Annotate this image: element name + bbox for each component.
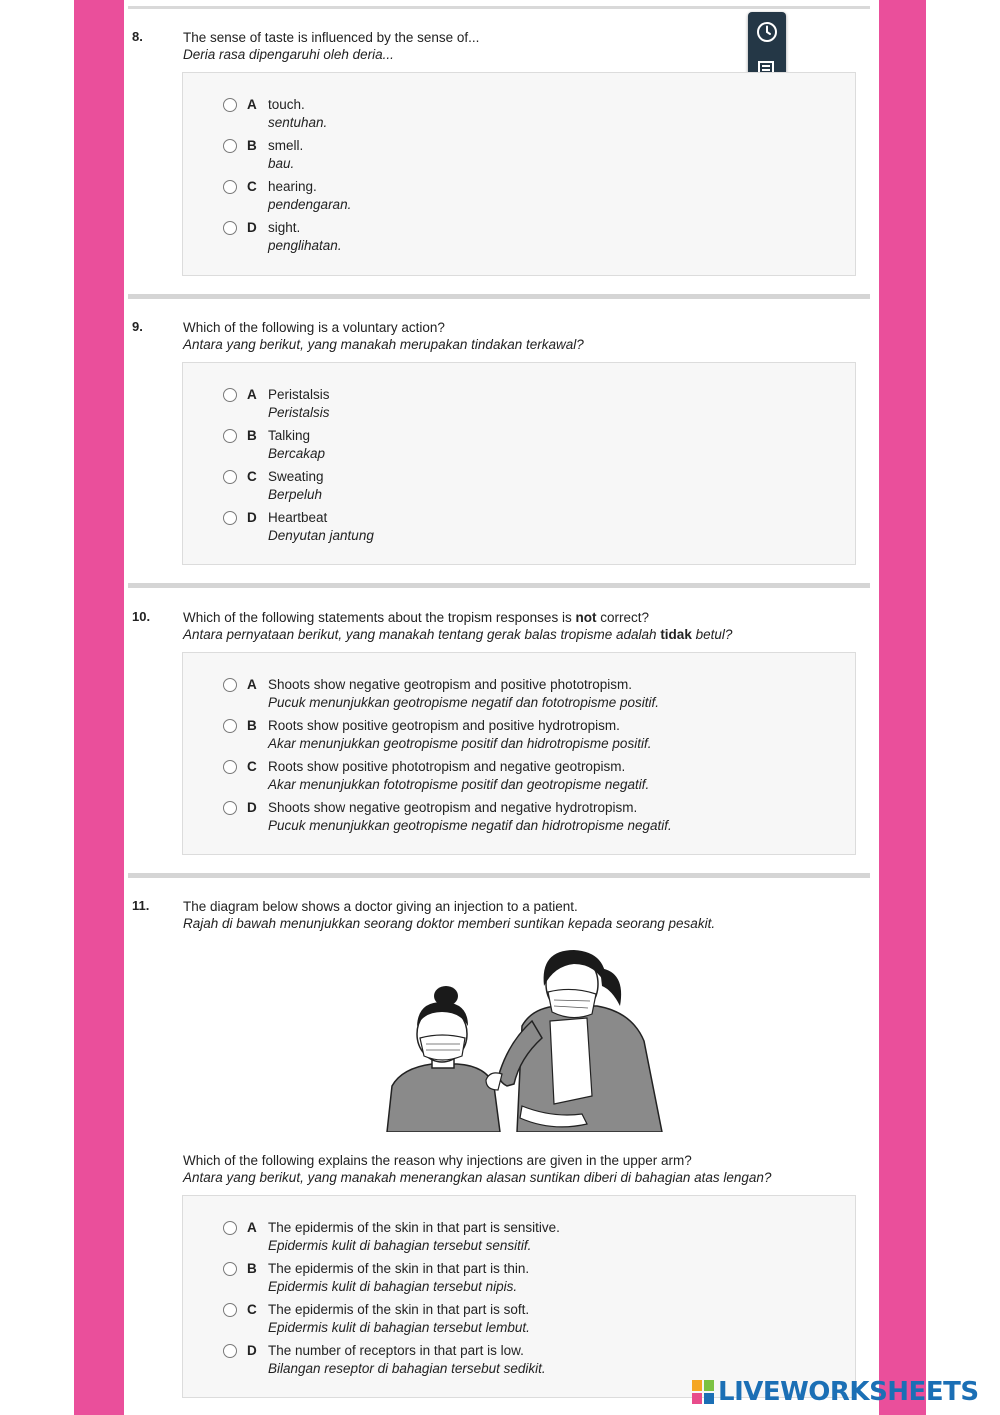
option-letter: D — [247, 510, 257, 525]
option-text-ms: sentuhan. — [268, 115, 328, 130]
radio-button[interactable] — [223, 98, 237, 112]
question-9-text-en: Which of the following is a voluntary action? — [183, 320, 445, 335]
question-8-number: 8. — [132, 29, 143, 44]
radio-button[interactable] — [223, 1344, 237, 1358]
doctor-apron — [550, 1018, 592, 1104]
clock-icon[interactable] — [755, 20, 779, 44]
radio-button[interactable] — [223, 470, 237, 484]
option-text-en: The number of receptors in that part is low. — [268, 1343, 524, 1358]
option-text-en: Sweating — [268, 469, 324, 484]
question-11-option-b[interactable] — [223, 1260, 843, 1296]
question-8-option-b[interactable] — [223, 137, 843, 173]
option-text-en: Shoots show negative geotropism and positive phototropism. — [268, 677, 632, 692]
option-text-en: The epidermis of the skin in that part is sensitive. — [268, 1220, 560, 1235]
option-text-ms: Akar menunjukkan fototropisme positif dan geotropisme negatif. — [268, 777, 650, 792]
option-letter: D — [247, 1343, 257, 1358]
option-text-en: The epidermis of the skin in that part is soft. — [268, 1302, 530, 1317]
question-9-text-ms: Antara yang berikut, yang manakah merupakan tindakan terkawal? — [183, 337, 584, 352]
radio-button[interactable] — [223, 221, 237, 235]
question-8-text-ms: Deria rasa dipengaruhi oleh deria... — [183, 47, 394, 62]
emphasis-text: not — [575, 610, 597, 625]
option-text-ms: Pucuk menunjukkan geotropisme negatif dan fototropisme positif. — [268, 695, 659, 710]
top-divider — [128, 6, 870, 9]
option-text-ms: pendengaran. — [268, 197, 352, 212]
option-text-ms: Epidermis kulit di bahagian tersebut sensitif. — [268, 1238, 532, 1253]
option-letter: B — [247, 718, 257, 733]
radio-button[interactable] — [223, 429, 237, 443]
radio-button[interactable] — [223, 180, 237, 194]
emphasis-text: tidak — [660, 627, 692, 642]
option-text-en: Talking — [268, 428, 311, 443]
option-text-en: touch. — [268, 97, 305, 112]
injection-illustration — [382, 946, 668, 1132]
liveworksheets-brand[interactable] — [692, 1374, 979, 1410]
question-10-option-a[interactable] — [223, 676, 843, 712]
brand-name: LIVEWORKSHEETS — [718, 1377, 979, 1407]
option-text-en: smell. — [268, 138, 304, 153]
option-text-ms: Berpeluh — [268, 487, 323, 502]
radio-button[interactable] — [223, 719, 237, 733]
option-text-ms: Akar menunjukkan geotropisme positif dan hidrotropisme positif. — [268, 736, 652, 751]
question-10-option-b[interactable] — [223, 717, 843, 753]
question-9-options — [182, 362, 856, 565]
option-text-ms: Denyutan jantung — [268, 528, 374, 543]
option-letter: A — [247, 677, 257, 692]
text-part: betul? — [691, 627, 733, 642]
radio-button[interactable] — [223, 1303, 237, 1317]
question-11-options — [182, 1195, 856, 1398]
question-11-text — [183, 898, 715, 932]
question-9-text — [183, 319, 584, 353]
option-text-en: Roots show positive geotropism and positive hydrotropism. — [268, 718, 620, 733]
question-10-option-d[interactable] — [223, 799, 843, 835]
question-8-options — [182, 72, 856, 276]
radio-button[interactable] — [223, 801, 237, 815]
section-divider — [128, 873, 870, 878]
option-text-en: Roots show positive phototropism and negative geotropism. — [268, 759, 626, 774]
option-letter: C — [247, 469, 257, 484]
question-8-option-a[interactable] — [223, 96, 843, 132]
right-pink-border — [879, 0, 926, 1415]
option-letter: B — [247, 428, 257, 443]
option-text-ms: Bercakap — [268, 446, 326, 461]
option-text-ms: Epidermis kulit di bahagian tersebut nipis. — [268, 1279, 518, 1294]
question-8-text-en: The sense of taste is influenced by the sense of... — [183, 30, 480, 45]
question-11-number: 11. — [132, 898, 150, 913]
question-9-option-b[interactable] — [223, 427, 843, 463]
question-11-text-en: The diagram below shows a doctor giving an injection to a patient. — [183, 899, 578, 914]
question-11-subtext — [183, 1152, 771, 1186]
radio-button[interactable] — [223, 678, 237, 692]
question-11-option-d[interactable] — [223, 1342, 843, 1378]
option-letter: A — [247, 387, 257, 402]
left-pink-border — [74, 0, 124, 1415]
question-10-text — [183, 609, 732, 643]
option-text-ms: Peristalsis — [268, 405, 330, 420]
patient-body — [387, 1064, 500, 1132]
question-10-text-ms — [183, 626, 732, 643]
question-11-option-c[interactable] — [223, 1301, 843, 1337]
option-letter: A — [247, 1220, 257, 1235]
section-divider — [128, 294, 870, 299]
option-text-ms: Epidermis kulit di bahagian tersebut lembut. — [268, 1320, 530, 1335]
question-8-option-c[interactable] — [223, 178, 843, 214]
question-11-text-ms: Rajah di bawah menunjukkan seorang doktor memberi suntikan kepada seorang pesakit. — [183, 916, 716, 931]
radio-button[interactable] — [223, 1262, 237, 1276]
radio-button[interactable] — [223, 139, 237, 153]
option-text-en: sight. — [268, 220, 301, 235]
doctor-mask — [548, 989, 596, 1017]
doctor-hand — [486, 1073, 502, 1090]
question-8-text — [183, 29, 479, 63]
radio-button[interactable] — [223, 1221, 237, 1235]
radio-button[interactable] — [223, 760, 237, 774]
patient-mask — [420, 1035, 465, 1060]
patient-hair-bun — [434, 986, 458, 1006]
question-8-option-d[interactable] — [223, 219, 843, 255]
text-part: correct? — [596, 610, 649, 625]
option-text-ms: bau. — [268, 156, 295, 171]
option-text-en: Heartbeat — [268, 510, 328, 525]
text-part: Antara pernyataan berikut, yang manakah tentang gerak balas tropisme adalah — [183, 627, 661, 642]
option-letter: C — [247, 1302, 257, 1317]
option-letter: C — [247, 759, 257, 774]
radio-button[interactable] — [223, 388, 237, 402]
option-letter: C — [247, 179, 257, 194]
question-9-option-d[interactable] — [223, 509, 843, 545]
option-text-en: hearing. — [268, 179, 317, 194]
text-part: Which of the following statements about the tropism responses is — [183, 610, 576, 625]
question-10-number: 10. — [132, 609, 151, 624]
question-11-option-a[interactable] — [223, 1219, 843, 1255]
liveworksheets-logo-icon — [692, 1380, 714, 1404]
option-text-en: Shoots show negative geotropism and negative hydrotropism. — [268, 800, 638, 815]
question-9-option-a[interactable] — [223, 386, 843, 422]
option-text-ms: Bilangan reseptor di bahagian tersebut sedikit. — [268, 1361, 546, 1376]
doctor-ponytail — [600, 968, 621, 1006]
option-letter: B — [247, 1261, 257, 1276]
option-letter: A — [247, 97, 257, 112]
question-11-sub-ms: Antara yang berikut, yang manakah menerangkan alasan suntikan diberi di bahagian atas lengan? — [183, 1170, 772, 1185]
option-letter: B — [247, 138, 257, 153]
question-9-option-c[interactable] — [223, 468, 843, 504]
option-letter: D — [247, 220, 257, 235]
question-10-option-c[interactable] — [223, 758, 843, 794]
question-11-sub-en: Which of the following explains the reason why injections are given in the upper arm? — [183, 1153, 692, 1168]
option-text-en: The epidermis of the skin in that part is thin. — [268, 1261, 530, 1276]
option-letter: D — [247, 800, 257, 815]
question-9-number: 9. — [132, 319, 143, 334]
option-text-en: Peristalsis — [268, 387, 330, 402]
radio-button[interactable] — [223, 511, 237, 525]
option-text-ms: penglihatan. — [268, 238, 342, 253]
question-10-options — [182, 652, 856, 855]
question-10-text-en — [183, 610, 649, 625]
option-text-ms: Pucuk menunjukkan geotropisme negatif dan hidrotropisme negatif. — [268, 818, 672, 833]
section-divider — [128, 583, 870, 588]
